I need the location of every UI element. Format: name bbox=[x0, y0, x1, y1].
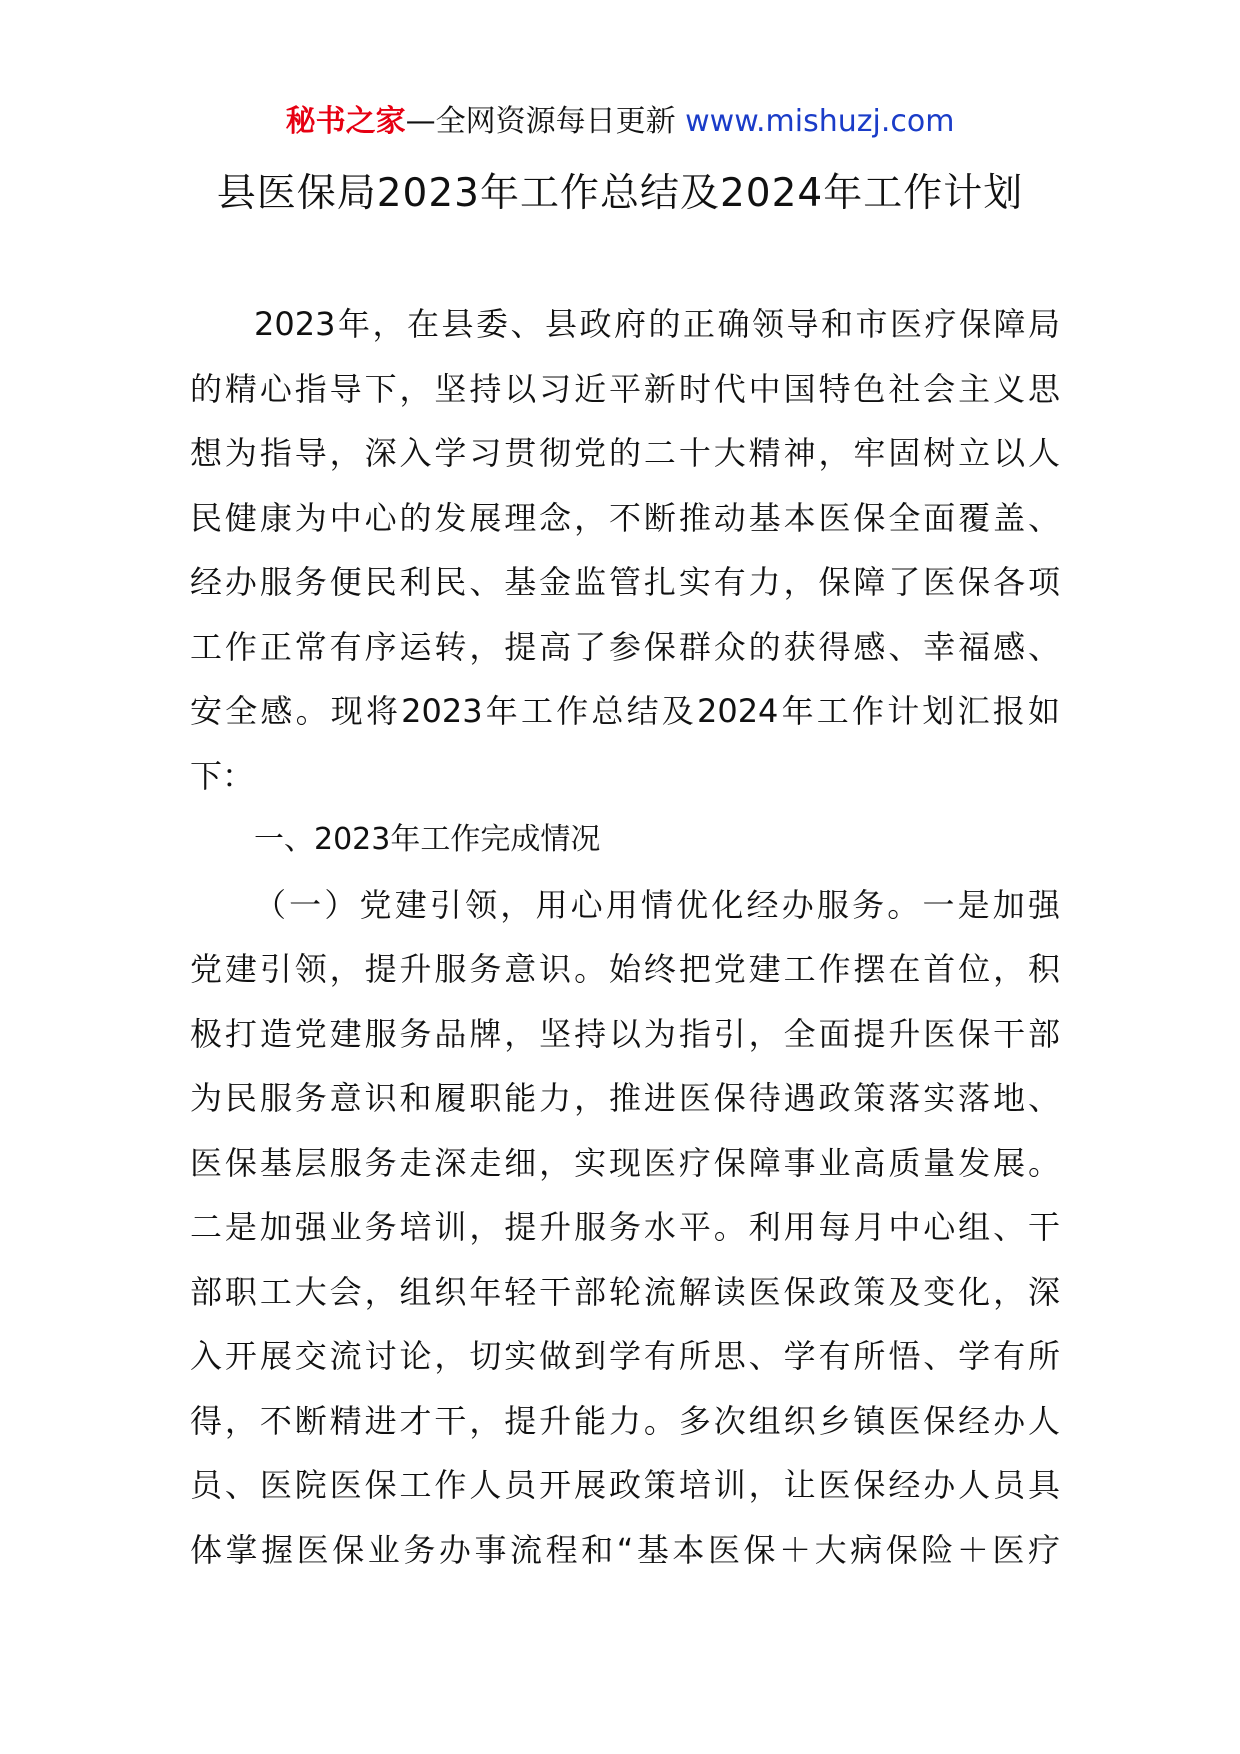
text-line: 部职工大会，组织年轻干部轮流解读医保政策及变化，深 bbox=[190, 1272, 1060, 1311]
text-line: （一）党建引领，用心用情优化经办服务。一是加强 bbox=[254, 885, 1060, 924]
intro-paragraph bbox=[190, 292, 1060, 808]
text-line: 2023年，在县委、县政府的正确领导和市医疗保障局 bbox=[254, 305, 1060, 343]
section-heading-text: 一、2023年工作完成情况 bbox=[254, 822, 601, 857]
text-line: 入开展交流讨论，切实做到学有所思、学有所悟、学有所 bbox=[190, 1337, 1060, 1375]
text-line: 为民服务意识和履职能力，推进医保待遇政策落实落地、 bbox=[190, 1079, 1060, 1117]
brand-name: 秘书之家 bbox=[285, 104, 406, 139]
text-line: 工作正常有序运转，提高了参保群众的获得感、幸福感、 bbox=[190, 627, 1060, 666]
text-line: 经办服务便民利民、基金监管扎实有力，保障了医保各项 bbox=[190, 563, 1060, 601]
text-line: 极打造党建服务品牌，坚持以为指引，全面提升医保干部 bbox=[190, 1014, 1060, 1053]
section1-paragraph bbox=[190, 873, 1060, 1583]
text-line: 医保基层服务走深走细，实现医疗保障事业高质量发展。 bbox=[190, 1143, 1060, 1182]
site-header bbox=[0, 102, 1240, 142]
text-line: 得，不断精进才干，提升能力。多次组织乡镇医保经办人 bbox=[190, 1401, 1060, 1440]
text-line: 二是加强业务培训，提升服务水平。利用每月中心组、干 bbox=[190, 1208, 1060, 1246]
document-title: 县医保局2023年工作总结及2024年工作计划 bbox=[216, 171, 1024, 216]
site-url: www.mishuzj.com bbox=[685, 104, 955, 139]
document-body bbox=[190, 292, 1060, 1582]
text-line: 的精心指导下，坚持以习近平新时代中国特色社会主义思 bbox=[190, 369, 1060, 408]
header-tagline: —全网资源每日更新 bbox=[405, 104, 686, 139]
text-line: 想为指导，深入学习贯彻党的二十大精神，牢固树立以人 bbox=[190, 434, 1060, 472]
text-line: 下： bbox=[190, 756, 255, 795]
text-line: 体掌握医保业务办事流程和“基本医保＋大病保险＋医疗 bbox=[190, 1530, 1060, 1569]
text-line: 党建引领，提升服务意识。始终把党建工作摆在首位，积 bbox=[190, 950, 1060, 988]
text-line: 员、医院医保工作人员开展政策培训，让医保经办人员具 bbox=[190, 1466, 1060, 1504]
section-heading bbox=[190, 808, 1060, 873]
text-line: 民健康为中心的发展理念，不断推动基本医保全面覆盖、 bbox=[190, 498, 1060, 537]
text-line: 安全感。现将2023年工作总结及2024年工作计划汇报如 bbox=[190, 692, 1060, 730]
